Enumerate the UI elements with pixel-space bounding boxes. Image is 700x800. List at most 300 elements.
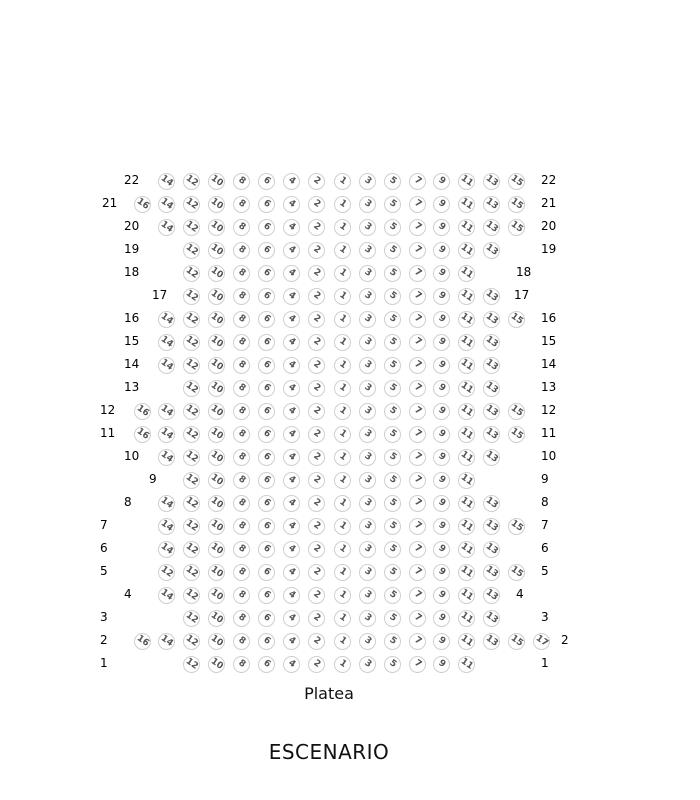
seat-11-12[interactable] — [183, 426, 200, 443]
seat-3-5[interactable] — [384, 610, 401, 627]
seat-18-5[interactable] — [384, 265, 401, 282]
seat-10-6[interactable] — [258, 449, 275, 466]
seat-5-3[interactable] — [359, 564, 376, 581]
seat-4-4[interactable] — [283, 587, 300, 604]
seat-14-3[interactable] — [359, 357, 376, 374]
seat-21-15[interactable] — [508, 196, 525, 213]
seat-5-13[interactable] — [483, 564, 500, 581]
seat-20-7[interactable] — [409, 219, 426, 236]
seat-6-7[interactable] — [409, 541, 426, 558]
seat-9-11[interactable] — [458, 472, 475, 489]
seat-17-4[interactable] — [283, 288, 300, 305]
seat-1-12[interactable] — [183, 656, 200, 673]
seat-1-9[interactable] — [433, 656, 450, 673]
seat-5-10[interactable] — [208, 564, 225, 581]
seat-11-11[interactable] — [458, 426, 475, 443]
seat-20-1[interactable] — [334, 219, 351, 236]
seat-15-9[interactable] — [433, 334, 450, 351]
seat-1-10[interactable] — [208, 656, 225, 673]
seat-5-9[interactable] — [433, 564, 450, 581]
seat-6-6[interactable] — [258, 541, 275, 558]
seat-13-12[interactable] — [183, 380, 200, 397]
seat-7-4[interactable] — [283, 518, 300, 535]
seat-17-2[interactable] — [308, 288, 325, 305]
seat-17-13[interactable] — [483, 288, 500, 305]
seat-6-5[interactable] — [384, 541, 401, 558]
seat-9-3[interactable] — [359, 472, 376, 489]
seat-4-10[interactable] — [208, 587, 225, 604]
seat-5-2[interactable] — [308, 564, 325, 581]
seat-20-10[interactable] — [208, 219, 225, 236]
seat-16-3[interactable] — [359, 311, 376, 328]
seat-1-11[interactable] — [458, 656, 475, 673]
seat-19-12[interactable] — [183, 242, 200, 259]
seat-9-4[interactable] — [283, 472, 300, 489]
seat-20-8[interactable] — [233, 219, 250, 236]
seat-15-13[interactable] — [483, 334, 500, 351]
seat-2-10[interactable] — [208, 633, 225, 650]
seat-15-12[interactable] — [183, 334, 200, 351]
seat-18-4[interactable] — [283, 265, 300, 282]
seat-17-12[interactable] — [183, 288, 200, 305]
seat-8-11[interactable] — [458, 495, 475, 512]
seat-13-2[interactable] — [308, 380, 325, 397]
seat-16-10[interactable] — [208, 311, 225, 328]
seat-15-1[interactable] — [334, 334, 351, 351]
seat-12-15[interactable] — [508, 403, 525, 420]
seat-17-6[interactable] — [258, 288, 275, 305]
seat-11-8[interactable] — [233, 426, 250, 443]
seat-11-9[interactable] — [433, 426, 450, 443]
seat-7-10[interactable] — [208, 518, 225, 535]
seat-21-3[interactable] — [359, 196, 376, 213]
seat-15-11[interactable] — [458, 334, 475, 351]
seat-2-3[interactable] — [359, 633, 376, 650]
seat-21-10[interactable] — [208, 196, 225, 213]
seat-7-15[interactable] — [508, 518, 525, 535]
seat-8-12[interactable] — [183, 495, 200, 512]
seat-4-11[interactable] — [458, 587, 475, 604]
seat-13-6[interactable] — [258, 380, 275, 397]
seat-1-6[interactable] — [258, 656, 275, 673]
seat-10-10[interactable] — [208, 449, 225, 466]
seat-6-13[interactable] — [483, 541, 500, 558]
seat-14-2[interactable] — [308, 357, 325, 374]
seat-22-11[interactable] — [458, 173, 475, 190]
seat-21-6[interactable] — [258, 196, 275, 213]
seat-1-7[interactable] — [409, 656, 426, 673]
seat-8-5[interactable] — [384, 495, 401, 512]
seat-12-4[interactable] — [283, 403, 300, 420]
seat-19-10[interactable] — [208, 242, 225, 259]
seat-7-8[interactable] — [233, 518, 250, 535]
seat-10-7[interactable] — [409, 449, 426, 466]
seat-21-2[interactable] — [308, 196, 325, 213]
seat-13-13[interactable] — [483, 380, 500, 397]
seat-2-1[interactable] — [334, 633, 351, 650]
seat-14-13[interactable] — [483, 357, 500, 374]
seat-8-9[interactable] — [433, 495, 450, 512]
seat-5-12[interactable] — [158, 564, 175, 581]
seat-5-1[interactable] — [334, 564, 351, 581]
seat-13-3[interactable] — [359, 380, 376, 397]
seat-20-13[interactable] — [483, 219, 500, 236]
seat-15-10[interactable] — [208, 334, 225, 351]
seat-9-5[interactable] — [384, 472, 401, 489]
seat-20-11[interactable] — [458, 219, 475, 236]
seat-14-11[interactable] — [458, 357, 475, 374]
seat-1-4[interactable] — [283, 656, 300, 673]
seat-11-7[interactable] — [409, 426, 426, 443]
seat-1-1[interactable] — [334, 656, 351, 673]
seat-2-16[interactable] — [134, 633, 151, 650]
seat-7-5[interactable] — [384, 518, 401, 535]
seat-13-1[interactable] — [334, 380, 351, 397]
seat-18-6[interactable] — [258, 265, 275, 282]
seat-12-14[interactable] — [158, 403, 175, 420]
seat-9-9[interactable] — [433, 472, 450, 489]
seat-19-13[interactable] — [483, 242, 500, 259]
seat-3-2[interactable] — [308, 610, 325, 627]
seat-9-1[interactable] — [334, 472, 351, 489]
seat-10-5[interactable] — [384, 449, 401, 466]
seat-22-8[interactable] — [233, 173, 250, 190]
seat-19-4[interactable] — [283, 242, 300, 259]
seat-14-1[interactable] — [334, 357, 351, 374]
seat-2-11[interactable] — [458, 633, 475, 650]
seat-20-12[interactable] — [183, 219, 200, 236]
seat-14-9[interactable] — [433, 357, 450, 374]
seat-6-12[interactable] — [183, 541, 200, 558]
seat-6-8[interactable] — [233, 541, 250, 558]
seat-1-3[interactable] — [359, 656, 376, 673]
seat-3-6[interactable] — [258, 610, 275, 627]
seat-12-2[interactable] — [308, 403, 325, 420]
seat-15-3[interactable] — [359, 334, 376, 351]
seat-12-9[interactable] — [433, 403, 450, 420]
seat-20-9[interactable] — [433, 219, 450, 236]
seat-19-1[interactable] — [334, 242, 351, 259]
seat-14-12[interactable] — [183, 357, 200, 374]
seat-22-15[interactable] — [508, 173, 525, 190]
seat-8-7[interactable] — [409, 495, 426, 512]
seat-11-13[interactable] — [483, 426, 500, 443]
seat-4-14[interactable] — [158, 587, 175, 604]
seat-4-2[interactable] — [308, 587, 325, 604]
seat-3-9[interactable] — [433, 610, 450, 627]
seat-5-15[interactable] — [508, 564, 525, 581]
seat-11-5[interactable] — [384, 426, 401, 443]
seat-16-1[interactable] — [334, 311, 351, 328]
seat-3-7[interactable] — [409, 610, 426, 627]
seat-16-13[interactable] — [483, 311, 500, 328]
seat-15-5[interactable] — [384, 334, 401, 351]
seat-21-7[interactable] — [409, 196, 426, 213]
seat-21-1[interactable] — [334, 196, 351, 213]
seat-11-1[interactable] — [334, 426, 351, 443]
seat-20-6[interactable] — [258, 219, 275, 236]
seat-11-6[interactable] — [258, 426, 275, 443]
seat-12-3[interactable] — [359, 403, 376, 420]
seat-13-5[interactable] — [384, 380, 401, 397]
seat-13-9[interactable] — [433, 380, 450, 397]
seat-7-2[interactable] — [308, 518, 325, 535]
seat-21-5[interactable] — [384, 196, 401, 213]
seat-19-6[interactable] — [258, 242, 275, 259]
seat-7-11[interactable] — [458, 518, 475, 535]
seat-18-1[interactable] — [334, 265, 351, 282]
seat-14-5[interactable] — [384, 357, 401, 374]
seat-17-1[interactable] — [334, 288, 351, 305]
seat-7-7[interactable] — [409, 518, 426, 535]
seat-10-1[interactable] — [334, 449, 351, 466]
seat-18-7[interactable] — [409, 265, 426, 282]
seat-8-14[interactable] — [158, 495, 175, 512]
seat-8-6[interactable] — [258, 495, 275, 512]
seat-9-6[interactable] — [258, 472, 275, 489]
seat-10-8[interactable] — [233, 449, 250, 466]
seat-20-14[interactable] — [158, 219, 175, 236]
seat-12-6[interactable] — [258, 403, 275, 420]
seat-18-2[interactable] — [308, 265, 325, 282]
seat-6-4[interactable] — [283, 541, 300, 558]
seat-16-2[interactable] — [308, 311, 325, 328]
seat-20-3[interactable] — [359, 219, 376, 236]
seat-12-12[interactable] — [183, 403, 200, 420]
seat-18-3[interactable] — [359, 265, 376, 282]
seat-4-7[interactable] — [409, 587, 426, 604]
seat-2-4[interactable] — [283, 633, 300, 650]
seat-11-15[interactable] — [508, 426, 525, 443]
seat-16-11[interactable] — [458, 311, 475, 328]
seat-22-5[interactable] — [384, 173, 401, 190]
seat-10-12[interactable] — [183, 449, 200, 466]
seat-4-6[interactable] — [258, 587, 275, 604]
seat-2-7[interactable] — [409, 633, 426, 650]
seat-16-12[interactable] — [183, 311, 200, 328]
seat-2-14[interactable] — [158, 633, 175, 650]
seat-13-4[interactable] — [283, 380, 300, 397]
seat-17-3[interactable] — [359, 288, 376, 305]
seat-1-5[interactable] — [384, 656, 401, 673]
seat-15-6[interactable] — [258, 334, 275, 351]
seat-22-10[interactable] — [208, 173, 225, 190]
seat-14-7[interactable] — [409, 357, 426, 374]
seat-3-1[interactable] — [334, 610, 351, 627]
seat-21-11[interactable] — [458, 196, 475, 213]
seat-5-12[interactable] — [183, 564, 200, 581]
seat-1-2[interactable] — [308, 656, 325, 673]
seat-2-13[interactable] — [483, 633, 500, 650]
seat-2-8[interactable] — [233, 633, 250, 650]
seat-12-5[interactable] — [384, 403, 401, 420]
seat-9-2[interactable] — [308, 472, 325, 489]
seat-10-11[interactable] — [458, 449, 475, 466]
seat-16-5[interactable] — [384, 311, 401, 328]
seat-15-7[interactable] — [409, 334, 426, 351]
seat-2-12[interactable] — [183, 633, 200, 650]
seat-17-9[interactable] — [433, 288, 450, 305]
seat-6-10[interactable] — [208, 541, 225, 558]
seat-16-4[interactable] — [283, 311, 300, 328]
seat-20-4[interactable] — [283, 219, 300, 236]
seat-14-14[interactable] — [158, 357, 175, 374]
seat-19-9[interactable] — [433, 242, 450, 259]
seat-22-6[interactable] — [258, 173, 275, 190]
seat-19-11[interactable] — [458, 242, 475, 259]
seat-4-9[interactable] — [433, 587, 450, 604]
seat-8-8[interactable] — [233, 495, 250, 512]
seat-16-9[interactable] — [433, 311, 450, 328]
seat-17-11[interactable] — [458, 288, 475, 305]
seat-10-2[interactable] — [308, 449, 325, 466]
seat-14-6[interactable] — [258, 357, 275, 374]
seat-9-10[interactable] — [208, 472, 225, 489]
seat-22-13[interactable] — [483, 173, 500, 190]
seat-4-1[interactable] — [334, 587, 351, 604]
seat-7-14[interactable] — [158, 518, 175, 535]
seat-9-12[interactable] — [183, 472, 200, 489]
seat-22-1[interactable] — [334, 173, 351, 190]
seat-12-8[interactable] — [233, 403, 250, 420]
seat-20-2[interactable] — [308, 219, 325, 236]
seat-19-3[interactable] — [359, 242, 376, 259]
seat-8-10[interactable] — [208, 495, 225, 512]
seat-2-6[interactable] — [258, 633, 275, 650]
seat-11-14[interactable] — [158, 426, 175, 443]
seat-5-8[interactable] — [233, 564, 250, 581]
seat-3-11[interactable] — [458, 610, 475, 627]
seat-7-3[interactable] — [359, 518, 376, 535]
seat-6-2[interactable] — [308, 541, 325, 558]
seat-17-5[interactable] — [384, 288, 401, 305]
seat-3-12[interactable] — [183, 610, 200, 627]
seat-16-6[interactable] — [258, 311, 275, 328]
seat-18-9[interactable] — [433, 265, 450, 282]
seat-8-13[interactable] — [483, 495, 500, 512]
seat-5-4[interactable] — [283, 564, 300, 581]
seat-3-4[interactable] — [283, 610, 300, 627]
seat-5-7[interactable] — [409, 564, 426, 581]
seat-18-10[interactable] — [208, 265, 225, 282]
seat-6-9[interactable] — [433, 541, 450, 558]
seat-21-14[interactable] — [158, 196, 175, 213]
seat-4-12[interactable] — [183, 587, 200, 604]
seat-21-9[interactable] — [433, 196, 450, 213]
seat-7-12[interactable] — [183, 518, 200, 535]
seat-3-10[interactable] — [208, 610, 225, 627]
seat-3-13[interactable] — [483, 610, 500, 627]
seat-8-2[interactable] — [308, 495, 325, 512]
seat-7-9[interactable] — [433, 518, 450, 535]
seat-22-4[interactable] — [283, 173, 300, 190]
seat-21-4[interactable] — [283, 196, 300, 213]
seat-6-11[interactable] — [458, 541, 475, 558]
seat-7-13[interactable] — [483, 518, 500, 535]
seat-22-3[interactable] — [359, 173, 376, 190]
seat-22-2[interactable] — [308, 173, 325, 190]
seat-5-11[interactable] — [458, 564, 475, 581]
seat-4-3[interactable] — [359, 587, 376, 604]
seat-21-8[interactable] — [233, 196, 250, 213]
seat-5-5[interactable] — [384, 564, 401, 581]
seat-22-12[interactable] — [183, 173, 200, 190]
seat-10-13[interactable] — [483, 449, 500, 466]
seat-11-4[interactable] — [283, 426, 300, 443]
seat-14-10[interactable] — [208, 357, 225, 374]
seat-15-2[interactable] — [308, 334, 325, 351]
seat-7-1[interactable] — [334, 518, 351, 535]
seat-7-6[interactable] — [258, 518, 275, 535]
seat-12-13[interactable] — [483, 403, 500, 420]
seat-19-8[interactable] — [233, 242, 250, 259]
seat-4-8[interactable] — [233, 587, 250, 604]
seat-4-5[interactable] — [384, 587, 401, 604]
seat-11-16[interactable] — [134, 426, 151, 443]
seat-21-13[interactable] — [483, 196, 500, 213]
seat-8-3[interactable] — [359, 495, 376, 512]
seat-14-4[interactable] — [283, 357, 300, 374]
seat-21-16[interactable] — [134, 196, 151, 213]
seat-11-3[interactable] — [359, 426, 376, 443]
seat-20-5[interactable] — [384, 219, 401, 236]
seat-13-8[interactable] — [233, 380, 250, 397]
seat-10-9[interactable] — [433, 449, 450, 466]
seat-12-1[interactable] — [334, 403, 351, 420]
seat-9-8[interactable] — [233, 472, 250, 489]
seat-2-17[interactable] — [533, 633, 550, 650]
seat-10-4[interactable] — [283, 449, 300, 466]
seat-15-14[interactable] — [158, 334, 175, 351]
seat-19-5[interactable] — [384, 242, 401, 259]
seat-17-7[interactable] — [409, 288, 426, 305]
seat-22-9[interactable] — [433, 173, 450, 190]
seat-1-8[interactable] — [233, 656, 250, 673]
seat-19-7[interactable] — [409, 242, 426, 259]
seat-8-1[interactable] — [334, 495, 351, 512]
seat-6-3[interactable] — [359, 541, 376, 558]
seat-12-11[interactable] — [458, 403, 475, 420]
seat-22-7[interactable] — [409, 173, 426, 190]
seat-17-8[interactable] — [233, 288, 250, 305]
seat-20-15[interactable] — [508, 219, 525, 236]
seat-12-7[interactable] — [409, 403, 426, 420]
seat-18-12[interactable] — [183, 265, 200, 282]
seat-16-14[interactable] — [158, 311, 175, 328]
seat-12-16[interactable] — [134, 403, 151, 420]
seat-5-6[interactable] — [258, 564, 275, 581]
seat-11-2[interactable] — [308, 426, 325, 443]
seat-4-13[interactable] — [483, 587, 500, 604]
seat-19-2[interactable] — [308, 242, 325, 259]
seat-21-12[interactable] — [183, 196, 200, 213]
seat-12-10[interactable] — [208, 403, 225, 420]
seat-18-8[interactable] — [233, 265, 250, 282]
seat-2-9[interactable] — [433, 633, 450, 650]
seat-13-11[interactable] — [458, 380, 475, 397]
seat-22-14[interactable] — [158, 173, 175, 190]
seat-10-3[interactable] — [359, 449, 376, 466]
seat-13-7[interactable] — [409, 380, 426, 397]
seat-15-4[interactable] — [283, 334, 300, 351]
seat-16-8[interactable] — [233, 311, 250, 328]
seat-6-14[interactable] — [158, 541, 175, 558]
seat-10-14[interactable] — [158, 449, 175, 466]
seat-16-15[interactable] — [508, 311, 525, 328]
seat-2-15[interactable] — [508, 633, 525, 650]
seat-3-8[interactable] — [233, 610, 250, 627]
seat-6-1[interactable] — [334, 541, 351, 558]
